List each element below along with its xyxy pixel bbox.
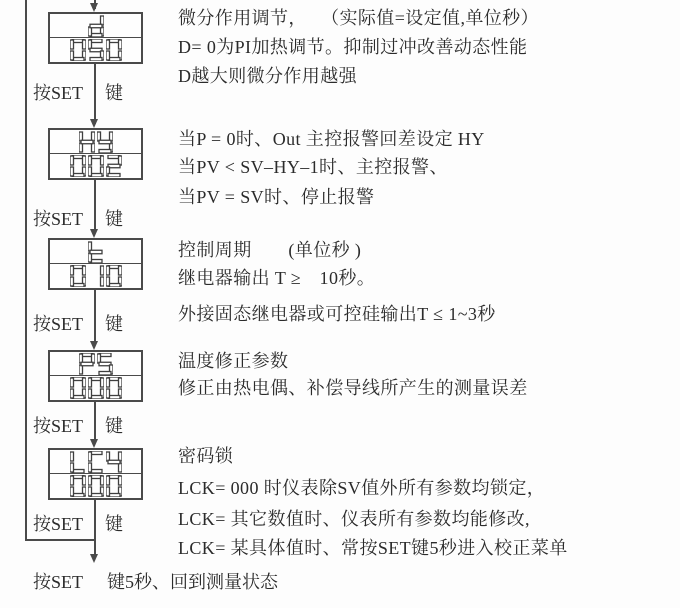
- description-line: LCK= 000 时仪表除SV值外所有参数均锁定，: [178, 478, 546, 498]
- footer-press-set: 按SET: [33, 572, 84, 592]
- description-line: 密码锁: [178, 446, 234, 466]
- footer-rest: 键5秒、回到测量状态: [107, 572, 278, 592]
- param-row: [50, 240, 141, 264]
- seven-segment-value: [70, 265, 122, 287]
- description-line: LCK= 某具体值时、常按SET键5秒进入校正菜单: [178, 538, 568, 558]
- key-text: 键: [105, 209, 123, 229]
- seven-segment-param: [70, 451, 122, 473]
- key-text: 键: [105, 83, 123, 103]
- press-set-key-label: [33, 210, 143, 230]
- description-line: 外接固态继电器或可控硅输出T ≤ 1~3秒: [178, 304, 496, 324]
- display-step-d: [48, 12, 143, 64]
- arrow-down-icon: [90, 119, 98, 128]
- seven-segment-value: [70, 155, 122, 177]
- description-line: 修正由热电偶、补偿导线所产生的测量误差: [178, 378, 528, 398]
- press-set-text: 按SET: [33, 416, 84, 436]
- press-set-text: 按SET: [33, 83, 84, 103]
- arrow-down-icon: [90, 229, 98, 238]
- press-set-key-label: [33, 515, 143, 535]
- value-row: [50, 154, 141, 178]
- display-step-hy: [48, 128, 143, 180]
- footer-note: [33, 571, 278, 593]
- seven-segment-param: [88, 241, 104, 263]
- display-step-t: [48, 238, 143, 290]
- description-line: D= 0为PI加热调节。抑制过冲改善动态性能: [178, 37, 528, 57]
- value-row: [50, 376, 141, 400]
- display-step-ps: [48, 350, 143, 402]
- arrow-down-icon: [90, 3, 98, 12]
- value-row: [50, 38, 141, 62]
- description-line: 温度修正参数: [178, 351, 289, 371]
- value-row: [50, 474, 141, 498]
- arrow-down-icon: [90, 439, 98, 448]
- seven-segment-param: [88, 15, 104, 37]
- seven-segment-value: [70, 39, 122, 61]
- value-row: [50, 264, 141, 288]
- description-line: 当P = 0时、Out 主控报警回差设定 HY: [178, 129, 485, 149]
- key-text: 键: [105, 514, 123, 534]
- seven-segment-param: [79, 353, 113, 375]
- param-row: [50, 352, 141, 376]
- seven-segment-value: [70, 475, 122, 497]
- arrow-down-icon: [90, 554, 98, 563]
- description-line: 控制周期 (单位秒 ): [178, 240, 362, 260]
- press-set-key-label: [33, 417, 143, 437]
- press-set-text: 按SET: [33, 314, 84, 334]
- loop-back-line-vertical: [25, 0, 27, 540]
- arrow-down-icon: [90, 341, 98, 350]
- description-line: D越大则微分作用越强: [178, 66, 357, 86]
- seven-segment-value: [70, 377, 122, 399]
- description-line: 当PV = SV时、停止报警: [178, 187, 375, 207]
- key-text: 键: [105, 314, 123, 334]
- loop-back-line-horizontal: [25, 539, 95, 541]
- seven-segment-param: [79, 131, 113, 153]
- description-line: 继电器输出 T ≥ 10秒。: [178, 268, 376, 288]
- param-row: [50, 130, 141, 154]
- description-line: 当PV < SV–HY–1时、主控报警、: [178, 157, 448, 177]
- press-set-key-label: [33, 84, 143, 104]
- press-set-key-label: [33, 315, 143, 335]
- press-set-text: 按SET: [33, 209, 84, 229]
- display-step-lck: [48, 448, 143, 500]
- param-row: [50, 450, 141, 474]
- description-line: LCK= 其它数值时、仪表所有参数均能修改,: [178, 509, 530, 529]
- description-line: 微分作用调节， （实际值=设定值,单位秒）: [178, 8, 539, 28]
- press-set-text: 按SET: [33, 514, 84, 534]
- param-row: [50, 14, 141, 38]
- key-text: 键: [105, 416, 123, 436]
